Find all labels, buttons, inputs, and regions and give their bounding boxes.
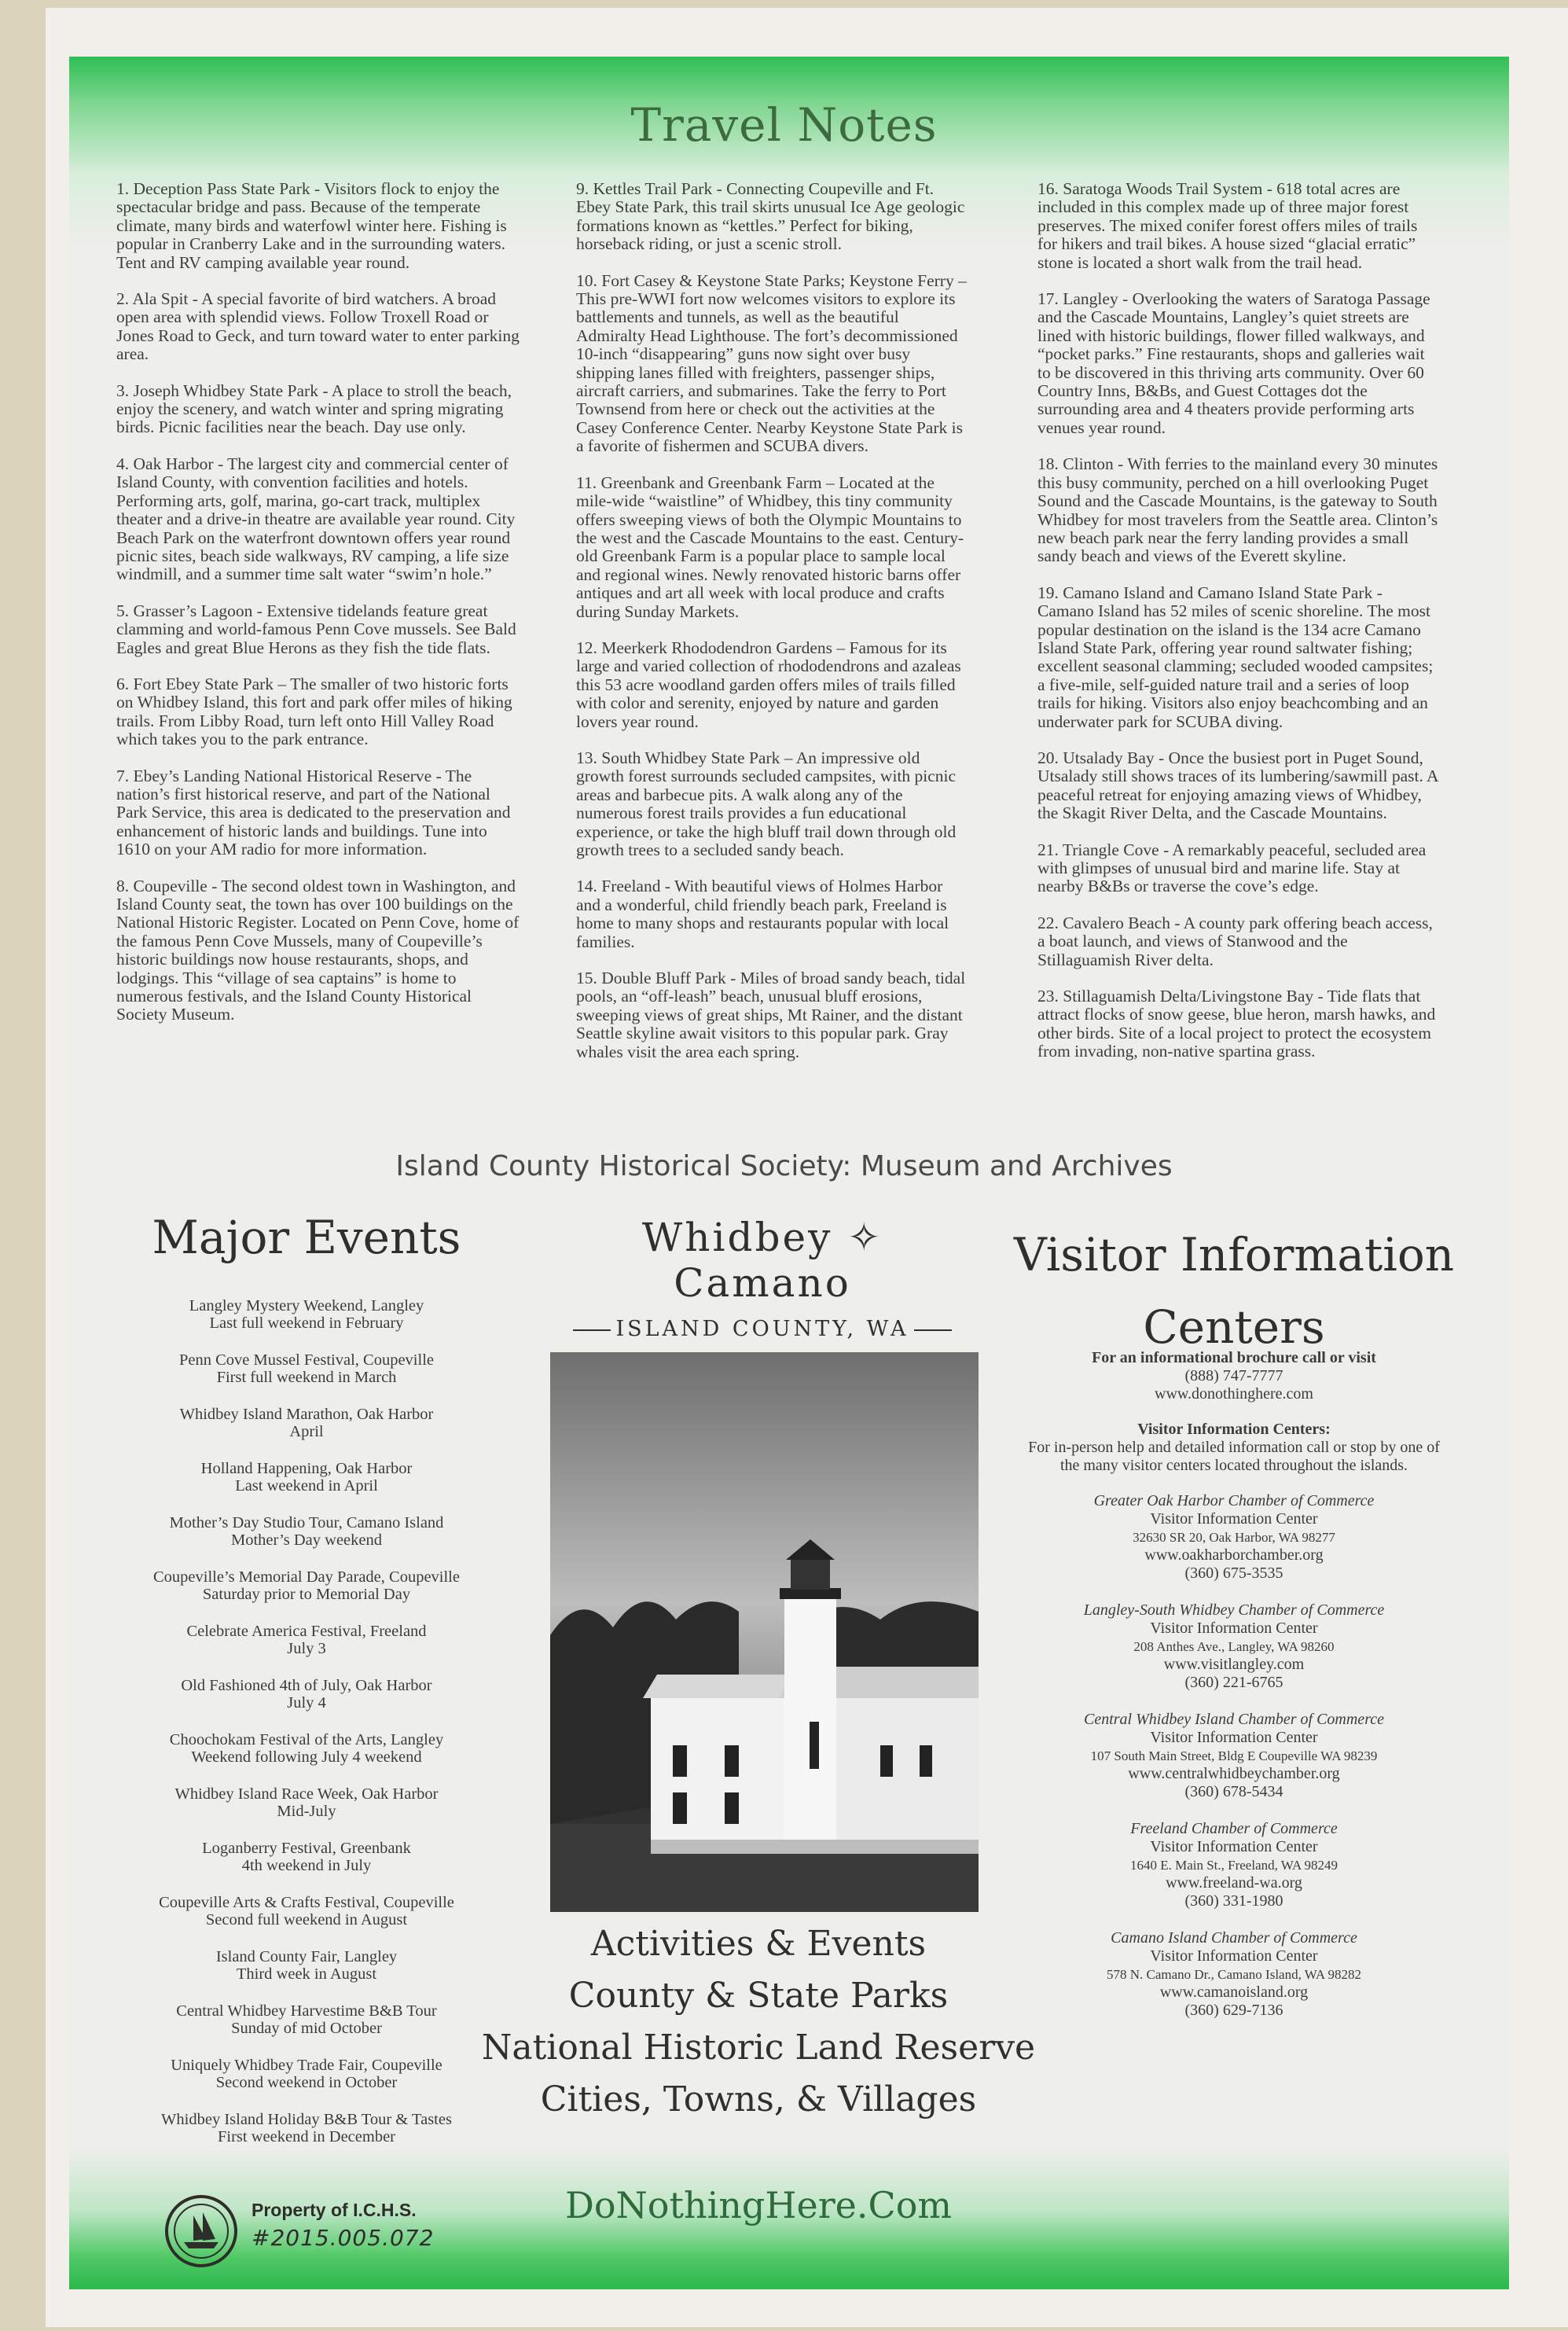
event-name: Celebrate America Festival, Freeland [186, 1623, 427, 1640]
chamber-center: Visitor Information Center [1150, 1510, 1318, 1528]
note-item: 9. Kettles Trail Park - Connecting Coupeville and Ft. Ebey State Park, this trail skirts unusual Ice Age geologic formations known as “kettles.” Perfect for biking, horseback riding, or just a scenic stroll. [576, 179, 965, 254]
ichs-seal-icon [163, 2193, 239, 2269]
event-item [118, 1731, 495, 1766]
chamber-address: 32630 SR 20, Oak Harbor, WA 98277 [1133, 1530, 1335, 1545]
event-name: Island County Fair, Langley [215, 1948, 398, 1965]
event-name: Holland Happening, Oak Harbor [200, 1460, 413, 1477]
chamber-name: Freeland Chamber of Commerce [1130, 1820, 1338, 1837]
chamber-url[interactable]: www.freeland-wa.org [1166, 1874, 1302, 1892]
chamber-item [1022, 1820, 1446, 1910]
chamber-phone: (360) 221-6765 [1184, 1674, 1283, 1691]
note-item: 22. Cavalero Beach - A county park offering beach access, a boat launch, and views of Stanwood and the Stillaguamish River delta. [1037, 913, 1433, 969]
chamber-url[interactable]: www.visitlangley.com [1163, 1656, 1305, 1673]
event-item [118, 1514, 495, 1549]
event-date: July 4 [287, 1694, 326, 1711]
event-item [118, 2057, 495, 2091]
note-item: 16. Saratoga Woods Trail System - 618 total acres are included in this complex made up of three major forest preserves. The mixed conifer forest offers miles of trails for hikers and trail bikes. A house sized “glacial erratic” stone is located a short walk from the trail head. [1037, 179, 1418, 272]
chamber-address: 1640 E. Main St., Freeland, WA 98249 [1129, 1858, 1338, 1873]
event-item [118, 1297, 495, 1332]
visitor-heading-line2: Centers [1143, 1300, 1325, 1354]
event-date: 4th weekend in July [241, 1857, 372, 1874]
note-item: 7. Ebey’s Landing National Historical Reserve - The nation’s first historical reserve, and part of the National Park Service, this area is dedicated to the preservation and enhancement of historic lands and buildings. Tune into 1610 on your AM radio for more information. [116, 766, 511, 859]
note-item: 20. Utsalady Bay - Once the busiest port in Puget Sound, Utsalady still shows traces of its lumbering/sawmill past. A peaceful retreat for enjoying amazing views of Whidbey, the Skagit River Delta, and the Cascade Mountains. [1037, 748, 1438, 823]
note-item: 17. Langley - Overlooking the waters of Saratoga Passage and the Cascade Mountains, Langley’s quiet streets are lined with historic buildings, flower filled walkways, and “pocket parks.” Fine restaurants, shops and galleries wait to be discovered in this thriving arts community. Over 60 Country Inns, B&Bs, and Guest Cottages dot the surrounding area and 4 theaters provide performing arts venues year round. [1037, 289, 1430, 437]
visitor-heading [998, 1219, 1470, 1363]
chamber-name: Langley-South Whidbey Chamber of Commerce [1083, 1601, 1385, 1619]
whidbey-camano-logo [550, 1215, 975, 1341]
lighthouse-photo [550, 1352, 979, 1912]
note-item: 4. Oak Harbor - The largest city and commercial center of Island County, with convention facilities and hotels. Performing arts, golf, marina, go-cart track, multiplex theater and a drive-in theatre are available year round. City Beach Park on the waterfront downtown offers year round picnic sites, beach side walkways, RV camping, a life size windmill, and a summer time salt water “swim’n hole.” [116, 454, 516, 584]
visitor-info [1022, 1349, 1446, 2039]
centers-heading: Visitor Information Centers: [1137, 1421, 1331, 1438]
logo-rule [914, 1329, 952, 1331]
event-name: Mother’s Day Studio Tour, Camano Island [169, 1514, 444, 1531]
event-name: Choochokam Festival of the Arts, Langley [169, 1731, 444, 1748]
notes-column-3 [1037, 180, 1438, 1079]
note-item: 1. Deception Pass State Park - Visitors flock to enjoy the spectacular bridge and pass. Because of the temperate climate, many birds and waterfowl winter here. Fishing is popular in Cranberry Lake and in the surrounding waters. Tent and RV camping available year round. [116, 179, 507, 272]
logo-rule [573, 1329, 611, 1331]
event-name: Langley Mystery Weekend, Langley [189, 1297, 424, 1314]
event-date: Second full weekend in August [205, 1911, 408, 1928]
event-name: Central Whidbey Harvestime B&B Tour [176, 2002, 437, 2020]
note-item: 18. Clinton - With ferries to the mainland every 30 minutes this busy community, perched on a hill overlooking Puget Sound and the Cascade Mountains, is the gateway to South Whidbey for most travelers from the Seattle area. Clinton’s new beach park near the ferry landing provides a small sandy beach and views of the Everett skyline. [1037, 454, 1438, 566]
event-date: Weekend following July 4 weekend [191, 1748, 422, 1766]
event-date: Saturday prior to Memorial Day [202, 1586, 411, 1603]
event-item [118, 1460, 495, 1495]
chamber-name: Camano Island Chamber of Commerce [1111, 1929, 1357, 1947]
events-heading: Major Events [152, 1211, 461, 1264]
logo-camano: Camano [674, 1260, 851, 1306]
note-item: 21. Triangle Cove - A remarkably peaceful, secluded area with glimpses of unusual bird and marine life. Stay at nearby B&Bs or traverse the cove’s edge. [1037, 840, 1427, 896]
event-date: July 3 [287, 1640, 326, 1657]
event-item [118, 1894, 495, 1928]
note-item: 19. Camano Island and Camano Island State Park - Camano Island has 52 miles of scenic shoreline. The most popular destination on the island is the 134 acre Camano Island State Park, offering year round saltwater fishing; excellent seasonal clamming; secluded wooded campsites; a five-mile, self-guided nature trail and a series of loop trails for hiking. Visitors also enjoy beachcombing and an underwater park for SCUBA diving. [1037, 583, 1434, 731]
chamber-center: Visitor Information Center [1150, 1947, 1318, 1965]
event-item [118, 1948, 495, 1983]
notes-column-2 [576, 180, 969, 1079]
brochure-heading: For an informational brochure call or visit [1092, 1349, 1376, 1366]
chamber-url[interactable]: www.centralwhidbeychamber.org [1128, 1765, 1340, 1782]
tagline-item: National Historic Land Reserve [481, 2028, 1036, 2068]
event-item [118, 1351, 495, 1386]
event-item [118, 1677, 495, 1711]
note-item: 10. Fort Casey & Keystone State Parks; Keystone Ferry – This pre-WWI fort now welcomes visitors to explore its battlements and tunnels, as well as the beautiful Admiralty Head Lighthouse. The fort’s decommissioned 10-inch “disappearing” guns now sight over busy shipping lanes filled with freighters, passenger ships, aircraft carriers, and submarines. Take the ferry to Port Townsend from here or check out the activities at the Casey Conference Center. Nearby Keystone State Park is a favorite of fishermen and SCUBA divers. [576, 270, 967, 456]
chamber-center: Visitor Information Center [1150, 1838, 1318, 1855]
note-item: 15. Double Bluff Park - Miles of broad sandy beach, tidal pools, an “off-leash” beach, unusual bluff erosions, sweeping views of great ships, Mt Rainer, and the distant Seattle skyline await visitors to this popular park. Gray whales visit the area each spring. [576, 969, 966, 1061]
chamber-item [1022, 1711, 1446, 1801]
event-name: Whidbey Island Marathon, Oak Harbor [179, 1406, 434, 1423]
note-item: 3. Joseph Whidbey State Park - A place to stroll the beach, enjoy the scenery, and watch winter and spring migrating birds. Picnic facilities near the beach. Day use only. [116, 381, 512, 437]
archive-watermark: Island County Historical Society: Museum and Archives [395, 1150, 1173, 1182]
chamber-phone: (360) 678-5434 [1184, 1783, 1283, 1800]
chamber-name: Central Whidbey Island Chamber of Commerce [1084, 1711, 1384, 1728]
tagline-item: Cities, Towns, & Villages [540, 2079, 977, 2120]
event-date: Third week in August [236, 1965, 377, 1983]
logo-whidbey: Whidbey [641, 1215, 833, 1260]
visitor-heading-line1: Visitor Information [1013, 1228, 1455, 1281]
chamber-url[interactable]: www.oakharborchamber.org [1144, 1546, 1324, 1564]
brochure-phone: (888) 747-7777 [1184, 1367, 1283, 1384]
note-item: 5. Grasser’s Lagoon - Extensive tidelands feature great clamming and world-famous Penn Cove mussels. See Bald Eagles and great Blue Herons as they fish the tide flats. [116, 601, 516, 657]
chamber-address: 208 Anthes Ave., Langley, WA 98260 [1133, 1639, 1335, 1654]
chamber-center: Visitor Information Center [1150, 1729, 1318, 1746]
event-name: Penn Cove Mussel Festival, Coupeville [179, 1351, 434, 1369]
event-item [118, 1623, 495, 1657]
event-date: Mother’s Day weekend [230, 1531, 383, 1549]
event-item [118, 1568, 495, 1603]
event-date: April [289, 1423, 324, 1440]
note-item: 14. Freeland - With beautiful views of Holmes Harbor and a wonderful, child friendly beach park, Freeland is home to many shops and restaurants popular with local families. [576, 877, 949, 951]
note-item: 6. Fort Ebey State Park – The smaller of two historic forts on Whidbey Island, this fort and park offer miles of hiking trails. From Libby Road, turn left onto Hill Valley Road which takes you to the park entrance. [116, 674, 512, 749]
event-name: Whidbey Island Race Week, Oak Harbor [174, 1785, 439, 1803]
event-item [118, 1840, 495, 1874]
note-item: 13. South Whidbey State Park – An impressive old growth forest surrounds secluded campsites, with picnic areas and barbecue pits. A walk along any of the numerous forest trails provides a fun educational experience, or take the high bluff trail down through old growth trees to a secluded sandy beach. [576, 748, 957, 859]
chamber-item [1022, 1492, 1446, 1583]
event-date: Last full weekend in February [209, 1314, 404, 1332]
event-item [118, 2111, 495, 2145]
chamber-address: 107 South Main Street, Bldg E Coupeville WA 98239 [1090, 1748, 1378, 1763]
event-date: Sunday of mid October [231, 2020, 382, 2037]
chamber-item [1022, 1601, 1446, 1692]
brochure-url[interactable]: www.donothinghere.com [1155, 1385, 1313, 1403]
event-name: Uniquely Whidbey Trade Fair, Coupeville [171, 2057, 442, 2074]
accession-number: #2015.005.072 [252, 2225, 435, 2251]
event-name: Whidbey Island Holiday B&B Tour & Tastes [161, 2111, 452, 2128]
event-name: Old Fashioned 4th of July, Oak Harbor [181, 1677, 432, 1694]
event-name: Loganberry Festival, Greenbank [202, 1840, 411, 1857]
tagline-item: County & State Parks [568, 1976, 949, 2016]
tagline-list [472, 1918, 1045, 2126]
event-date: First weekend in December [218, 2128, 395, 2145]
chamber-address: 578 N. Camano Dr., Camano Island, WA 98282 [1106, 1967, 1362, 1982]
note-item: 11. Greenbank and Greenbank Farm – Located at the mile-wide “waistline” of Whidbey, this tiny community offers sweeping views of both the Olympic Mountains to the west and the Cascade Mountains to the east. Century-old Greenbank Farm is a popular place to sample local and regional wines. Newly renovated historic barns offer antiques and art all week with local produce and crafts during Sunday Markets. [576, 472, 964, 621]
notes-column-1 [116, 180, 523, 1042]
event-name: Coupeville Arts & Crafts Festival, Coupeville [159, 1894, 454, 1911]
compass-icon: ✧ [847, 1215, 883, 1260]
note-item: 2. Ala Spit - A special favorite of bird watchers. A broad open area with splendid views. Follow Troxell Road or Jones Road to Geck, and turn toward water to enter parking area. [116, 289, 520, 364]
tagline-item: Activities & Events [590, 1924, 927, 1964]
event-date: Mid-July [277, 1803, 336, 1820]
chamber-phone: (360) 629-7136 [1184, 2002, 1283, 2019]
chamber-url[interactable]: www.camanoisland.org [1159, 1984, 1309, 2001]
website-link[interactable]: DoNothingHere.Com [564, 2184, 953, 2226]
page-title: Travel Notes [630, 98, 938, 152]
chamber-center: Visitor Information Center [1150, 1620, 1318, 1637]
logo-subtitle: ISLAND COUNTY, WA [615, 1317, 909, 1341]
event-date: Last weekend in April [235, 1477, 378, 1495]
note-item: 23. Stillaguamish Delta/Livingstone Bay - Tide flats that attract flocks of snow geese, blue heron, marsh hawks, and other birds. Site of a local project to protect the ecosystem from invading, non-native spartina grass. [1037, 987, 1436, 1061]
event-item [118, 1406, 495, 1440]
event-name: Coupeville’s Memorial Day Parade, Coupeville [153, 1568, 460, 1586]
event-date: Second weekend in October [215, 2074, 398, 2091]
event-item [118, 1785, 495, 1820]
note-item: 12. Meerkerk Rhododendron Gardens – Famous for its large and varied collection of rhododendrons and azaleas this 53 acre woodland garden offers miles of trails filled with color and serenity, enjoyed by nature and garden lovers year round. [576, 638, 961, 731]
event-item [118, 2002, 495, 2037]
chamber-phone: (360) 331-1980 [1184, 1892, 1283, 1910]
chamber-item [1022, 1929, 1446, 2020]
note-item: 8. Coupeville - The second oldest town in Washington, and Island County seat, the town has over 100 buildings on the National Historic Register. Located on Penn Cove, home of the famous Penn Cove Mussels, many of Coupeville’s historic buildings now house restaurants, shops, and lodgings. This “village of sea captains” is home to numerous festivals, and the Island County Historical Society Museum. [116, 876, 520, 1024]
chamber-name: Greater Oak Harbor Chamber of Commerce [1093, 1492, 1375, 1509]
chamber-phone: (360) 675-3535 [1184, 1564, 1283, 1582]
property-stamp: Property of I.C.H.S. [252, 2200, 417, 2220]
event-date: First full weekend in March [216, 1369, 397, 1386]
events-list [118, 1297, 495, 2165]
centers-text: For in-person help and detailed information call or stop by one of the many visitor centers located throughout the islands. [1028, 1439, 1440, 1474]
